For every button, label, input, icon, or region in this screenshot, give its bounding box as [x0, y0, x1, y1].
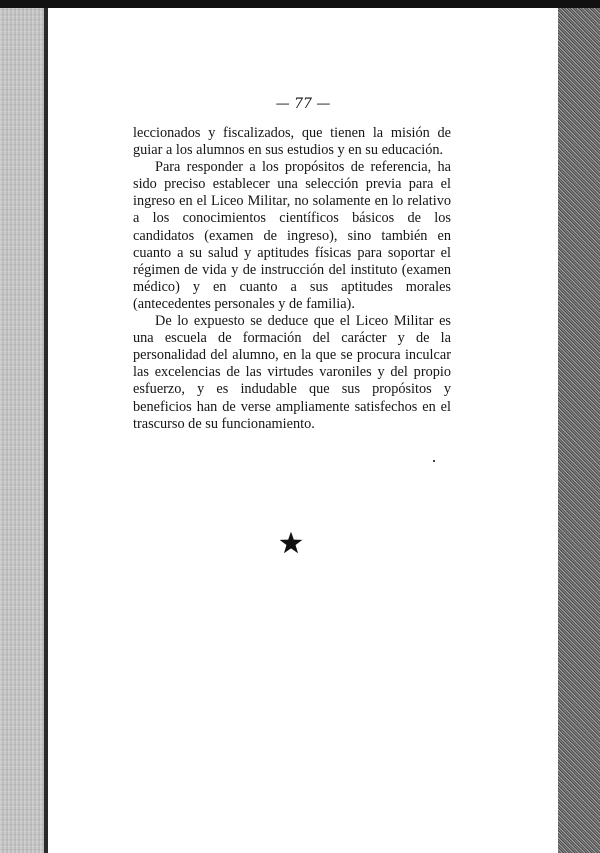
- scan-right-margin: [558, 8, 600, 853]
- body-text: [133, 125, 451, 433]
- binding-gutter: [44, 8, 48, 853]
- print-speck: [433, 460, 435, 462]
- page-number: — 77 —: [275, 96, 331, 112]
- star-icon: [278, 530, 304, 556]
- book-page: [48, 8, 558, 853]
- paragraph-1: leccionados y fiscalizados, que tienen la misión de guiar a los alumnos en sus estudios y en su educación.: [133, 125, 451, 159]
- scan-top-border: [0, 0, 600, 8]
- paragraph-3: De lo expuesto se deduce que el Liceo Militar es una escuela de formación del carácter y de la personalidad del alumno, en la que se procura inculcar las excelencias de las virtudes varoniles y del propio esfuerzo, y es indudable que sus propósitos y beneficios han de verse ampliamente satisfechos en el trascurso de su funcionamiento.: [133, 313, 451, 432]
- paragraph-2: Para responder a los propósitos de referencia, ha sido preciso establecer una selección previa para el ingreso en el Liceo Militar, no solamente en lo relativo a los conocimientos científicos básicos de los candidatos (examen de ingreso), sino también en cuanto a su salud y aptitudes físicas para soportar el régimen de vida y de instrucción del instituto (examen médico) y en cuanto a sus aptitudes morales (antecedentes personales y de familia).: [133, 159, 451, 312]
